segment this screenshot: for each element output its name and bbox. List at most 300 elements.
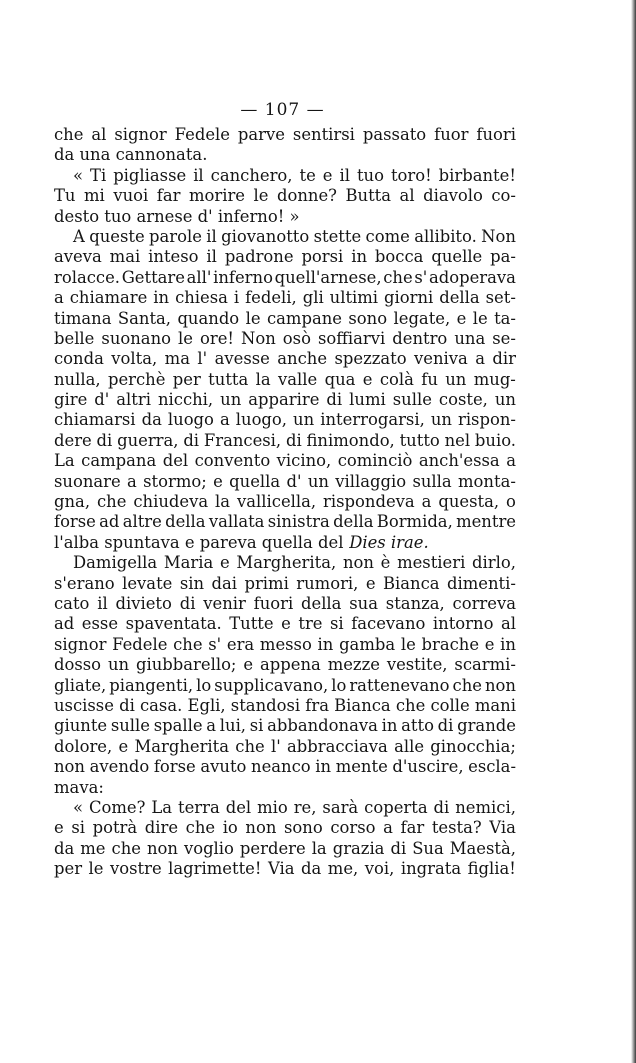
word: fu — [421, 369, 438, 389]
word: lumi — [349, 390, 386, 410]
word: e — [213, 471, 223, 491]
word: correva — [452, 593, 516, 613]
word: diavolo — [423, 186, 483, 206]
word: morire — [188, 186, 246, 206]
word: sulle — [392, 390, 432, 410]
text-line — [54, 696, 516, 716]
word: spalle — [153, 716, 203, 736]
word: mestieri — [397, 553, 466, 573]
text-line — [54, 349, 516, 369]
word: canchero, — [210, 165, 293, 185]
text-line — [54, 716, 516, 736]
word: cominciò — [337, 451, 413, 471]
word: nulla, — [54, 369, 101, 389]
word: ma — [164, 349, 190, 369]
word: rattenevano — [349, 675, 450, 695]
word: qua — [324, 369, 356, 389]
word: mani — [474, 695, 516, 715]
word: valle — [278, 369, 318, 389]
word: neanco — [251, 757, 311, 777]
word: osò — [282, 328, 311, 348]
word: ginocchia; — [430, 736, 516, 756]
word: mio — [257, 797, 288, 817]
word: da — [301, 859, 322, 879]
word: del — [162, 451, 189, 471]
text-line — [54, 778, 516, 798]
word: inferno — [213, 267, 273, 287]
word: un — [494, 390, 516, 410]
text-line — [54, 410, 516, 430]
word: corso — [330, 818, 376, 838]
word: s' — [414, 267, 428, 287]
word: Egli, — [187, 695, 226, 715]
word: monta- — [458, 471, 516, 491]
italic-text: Dies irae. — [349, 532, 429, 552]
word: atto — [401, 716, 434, 736]
word: soffiarvi — [317, 328, 386, 348]
word: lo — [196, 675, 212, 695]
word: le — [472, 308, 488, 328]
word: la — [311, 838, 327, 858]
word: grande — [457, 716, 516, 736]
word: veniva — [414, 349, 468, 369]
text-line — [54, 839, 516, 859]
word: giovanotto — [221, 226, 310, 246]
word: si — [71, 818, 85, 838]
word: birbante! — [438, 165, 516, 185]
word: mezze — [327, 655, 380, 675]
word: colle — [430, 695, 470, 715]
word: Via — [267, 859, 295, 879]
word: chiamare — [69, 288, 148, 308]
word: dosso — [54, 655, 102, 675]
word: dolore, — [54, 736, 113, 756]
text-line — [54, 512, 516, 532]
word: toro! — [390, 165, 432, 185]
text-line — [54, 737, 516, 757]
word: Non — [481, 226, 516, 246]
word: le — [400, 634, 416, 654]
word: primi — [244, 573, 289, 593]
word: Damigella — [73, 553, 158, 573]
word: si — [330, 614, 344, 634]
word: il — [193, 165, 204, 185]
word: il — [206, 226, 217, 246]
word: Bianca — [382, 573, 440, 593]
word: supplicavano, — [214, 675, 329, 695]
text-line — [54, 268, 516, 288]
word: di — [119, 695, 135, 715]
word: sulle — [110, 716, 150, 736]
text-line — [54, 431, 516, 451]
word: coperta — [364, 797, 428, 817]
word: Gettare — [121, 267, 185, 287]
word: volta, — [111, 349, 158, 369]
word: « — [73, 797, 84, 817]
word: timana — [54, 308, 112, 328]
line-text: da una cannonata. — [54, 145, 208, 165]
word: stette — [313, 226, 362, 246]
word: figlia! — [467, 859, 516, 879]
word: che — [111, 838, 141, 858]
word: chiudeva — [133, 492, 209, 512]
word: te — [299, 165, 316, 185]
word: colà — [379, 369, 414, 389]
word: scarmi- — [454, 655, 516, 675]
word: di — [326, 390, 343, 410]
body-text — [54, 125, 516, 879]
word: stormo; — [143, 471, 207, 491]
word: bocca — [374, 247, 424, 267]
text-line — [54, 635, 516, 655]
word: ad — [99, 512, 120, 532]
word: forse — [54, 512, 96, 532]
text-line — [54, 390, 516, 410]
word: queste — [89, 226, 145, 246]
word: dirlo, — [472, 553, 516, 573]
line-text: desto tuo arnese d' inferno! » — [54, 206, 300, 226]
word: voi, — [364, 859, 395, 879]
word: Fedele — [174, 125, 230, 144]
word: a — [206, 716, 217, 736]
word: convento — [194, 451, 271, 471]
word: « — [73, 165, 84, 185]
word: di — [390, 838, 407, 858]
word: quell'arnese, — [274, 267, 382, 287]
word: Non — [241, 328, 276, 348]
word: d' — [286, 471, 302, 491]
word: d'uscire, — [392, 757, 464, 777]
word: giorni — [384, 288, 434, 308]
word: in — [351, 247, 368, 267]
word: io — [222, 818, 238, 838]
word: grazia — [332, 838, 385, 858]
word: dai — [211, 573, 238, 593]
word: finimondo, — [306, 430, 395, 450]
word: escla- — [468, 757, 516, 777]
word: anche — [277, 349, 328, 369]
word: in — [317, 634, 334, 654]
word: la — [255, 369, 271, 389]
word: forse — [153, 757, 196, 777]
word: abbracciava — [287, 736, 388, 756]
word: le — [245, 308, 261, 328]
word: passato — [362, 125, 427, 144]
word: che — [54, 125, 84, 144]
text-line — [54, 166, 516, 186]
word: Tu — [54, 186, 76, 206]
word: di — [96, 430, 113, 450]
word: al — [399, 186, 415, 206]
word: tutto — [399, 430, 440, 450]
word: vallicella, — [237, 492, 317, 512]
word: luogo, — [235, 410, 288, 430]
word: brache — [421, 634, 480, 654]
word: co- — [491, 186, 516, 206]
word: dentro — [392, 328, 448, 348]
word: far — [400, 818, 425, 838]
text-line — [54, 574, 516, 594]
word: che — [235, 736, 265, 756]
word: e — [484, 634, 495, 654]
word: donne? — [277, 186, 337, 206]
word: da — [141, 410, 162, 430]
word: Fedele — [112, 634, 168, 654]
word: sua — [349, 593, 378, 613]
word: una — [454, 328, 486, 348]
word: d' — [94, 390, 110, 410]
word: appena — [259, 655, 321, 675]
text-line — [54, 859, 516, 879]
word: Maria — [163, 553, 214, 573]
word: vestite, — [386, 655, 448, 675]
word: per — [172, 369, 201, 389]
word: della — [439, 288, 480, 308]
word: conda — [54, 349, 104, 369]
text-line — [54, 594, 516, 614]
word: ad — [54, 614, 75, 634]
word: rispon- — [457, 410, 516, 430]
word: dire — [144, 818, 179, 838]
word: ingrata — [400, 859, 462, 879]
word: standosi — [230, 695, 301, 715]
word: signor — [54, 634, 107, 654]
word: tutta — [208, 369, 249, 389]
word: Butta — [345, 186, 392, 206]
word: nemici, — [455, 797, 516, 817]
word: avendo — [89, 757, 150, 777]
word: a — [506, 451, 516, 471]
word: ultimi — [329, 288, 379, 308]
word: Ti — [90, 165, 107, 185]
word: Francesi, — [203, 430, 282, 450]
word: gire — [54, 390, 88, 410]
word: La — [151, 797, 173, 817]
word: anch'essa — [418, 451, 500, 471]
word: un — [107, 655, 130, 675]
word: questa, — [438, 492, 500, 512]
word: alle — [394, 736, 425, 756]
word: per — [54, 859, 83, 879]
word: Come? — [88, 797, 146, 817]
word: e — [456, 308, 467, 328]
word: il — [339, 165, 350, 185]
word: coste, — [438, 390, 488, 410]
word: o — [506, 492, 516, 512]
word: non — [245, 818, 277, 838]
text-line — [54, 227, 516, 247]
word: a — [475, 349, 485, 369]
word: se- — [492, 328, 516, 348]
word: in — [500, 634, 516, 654]
word: fuori — [476, 125, 516, 144]
word: sono — [284, 818, 323, 838]
word: a — [54, 288, 64, 308]
word: dimenti- — [447, 573, 516, 593]
word: buio. — [474, 430, 516, 450]
word: stanza, — [385, 593, 445, 613]
word: s'erano — [54, 573, 115, 593]
word: lui, — [219, 716, 247, 736]
line-text: mava: — [54, 777, 104, 797]
word: parve — [237, 125, 285, 144]
word: come — [365, 226, 410, 246]
word: gliate, — [54, 675, 107, 695]
word: di — [183, 430, 200, 450]
word: chiamarsi — [54, 410, 136, 430]
word: esse — [81, 614, 119, 634]
word: che — [452, 675, 482, 695]
word: e — [281, 614, 291, 634]
word: La — [54, 451, 75, 471]
word: belle — [54, 328, 95, 348]
word: perchè — [107, 369, 166, 389]
word: giubbarello; — [136, 655, 237, 675]
word: Bianca — [334, 695, 391, 715]
word: quando — [177, 308, 240, 328]
word: ta- — [494, 308, 516, 328]
word: mai — [109, 247, 141, 267]
word: nel — [444, 430, 471, 450]
word: vicino, — [276, 451, 332, 471]
word: non — [54, 757, 85, 777]
word: facevano — [351, 614, 426, 634]
word: parole — [149, 226, 202, 246]
word: mi — [84, 186, 105, 206]
word: il — [206, 247, 217, 267]
word: e — [243, 655, 254, 675]
text-line — [54, 451, 516, 471]
word: della — [301, 593, 342, 613]
word: potrà — [92, 818, 138, 838]
word: porsi — [301, 247, 344, 267]
word: si — [249, 716, 264, 736]
word: padrone — [224, 247, 294, 267]
word: altri — [116, 390, 151, 410]
word: un — [430, 410, 452, 430]
word: l' — [197, 349, 208, 369]
word: me — [80, 838, 106, 858]
word: Via — [489, 818, 516, 838]
word: a — [383, 818, 393, 838]
word: nicchi, — [157, 390, 214, 410]
text-line — [54, 553, 516, 573]
word: a — [127, 471, 137, 491]
word: Tutte — [229, 614, 274, 634]
word: mug- — [473, 369, 516, 389]
word: a — [421, 492, 432, 512]
word: tre — [298, 614, 323, 634]
word: giunte — [54, 716, 108, 736]
word: venir — [203, 593, 246, 613]
scan-edge-shadow — [631, 0, 636, 1063]
word: Sua — [412, 838, 444, 858]
word: da — [54, 838, 75, 858]
word: rumori, — [296, 573, 359, 593]
word: interrogarsi, — [320, 410, 425, 430]
word: rispondeva — [323, 492, 415, 512]
word: i — [233, 288, 240, 308]
text-line — [54, 614, 516, 634]
word: la — [215, 492, 231, 512]
word: altre — [122, 512, 162, 532]
text-line — [54, 288, 516, 308]
word: abbandonava — [267, 716, 378, 736]
word: aveva — [54, 247, 102, 267]
word: al — [500, 614, 516, 634]
word: sin — [179, 573, 205, 593]
word: sinistra — [267, 512, 330, 532]
word: della — [333, 512, 374, 532]
word: legate, — [393, 308, 451, 328]
word: messo — [259, 634, 312, 654]
word: è — [380, 553, 391, 573]
text-line — [54, 247, 516, 267]
word: piangenti, — [109, 675, 194, 695]
text-line — [54, 818, 516, 838]
word: sentirsi — [292, 125, 355, 144]
word: gna, — [54, 492, 91, 512]
word: s' — [208, 634, 222, 654]
word: del — [225, 797, 252, 817]
word: le — [178, 328, 193, 348]
text-line — [54, 370, 516, 390]
text-line — [54, 472, 516, 492]
word: Maestà, — [449, 838, 516, 858]
word: ore! — [199, 328, 234, 348]
word: gamba — [339, 634, 396, 654]
word: di — [285, 430, 302, 450]
text-line — [54, 676, 516, 696]
word: inteso — [148, 247, 199, 267]
word: dir — [492, 349, 516, 369]
word: chiesa — [175, 288, 228, 308]
word: non — [342, 553, 374, 573]
word: in — [153, 288, 170, 308]
word: casa. — [139, 695, 183, 715]
word: un — [445, 369, 467, 389]
text-line — [54, 125, 516, 145]
word: terra — [178, 797, 220, 817]
text-line — [54, 207, 516, 227]
word: quella — [229, 471, 281, 491]
word: che — [383, 267, 413, 287]
word: che — [96, 492, 127, 512]
word: pa- — [490, 247, 516, 267]
word: me, — [327, 859, 359, 879]
word: il — [97, 593, 108, 613]
word: adoperava — [428, 267, 516, 287]
word: un — [307, 471, 329, 491]
text-line — [54, 757, 516, 777]
word: gli — [302, 288, 324, 308]
word: dere — [54, 430, 92, 450]
word: e — [220, 553, 230, 573]
word: quelle — [431, 247, 483, 267]
text-line — [54, 329, 516, 349]
word: suonano — [101, 328, 171, 348]
word: in — [381, 716, 398, 736]
word: mentre — [456, 512, 516, 532]
word: avesse — [214, 349, 270, 369]
word: guerra, — [117, 430, 179, 450]
word: mente — [335, 757, 388, 777]
text-line — [54, 309, 516, 329]
word: sono — [348, 308, 388, 328]
word: testa? — [431, 818, 482, 838]
text-line — [54, 492, 516, 512]
word: e — [54, 818, 64, 838]
